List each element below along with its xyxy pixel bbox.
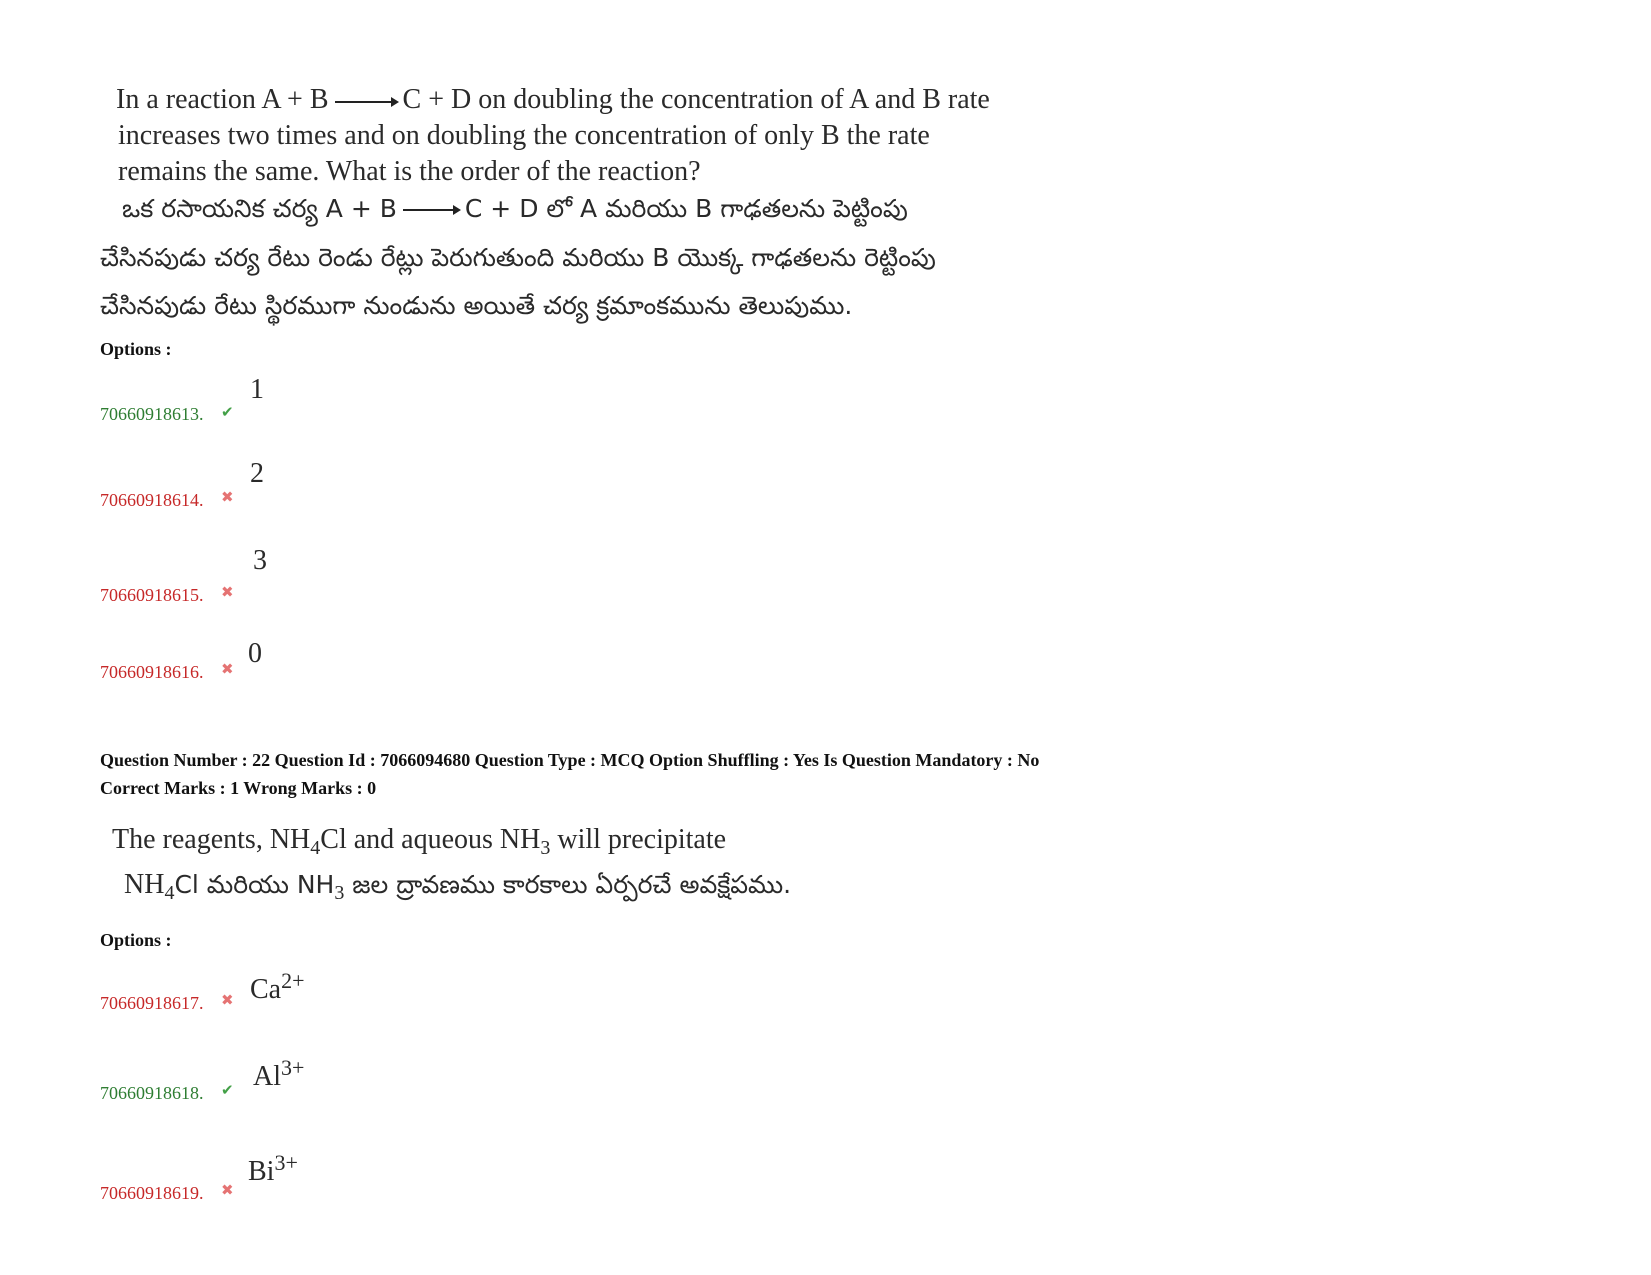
question-telugu-line-1: [122, 194, 908, 230]
option-value: [250, 968, 305, 1006]
cross-icon: ✖: [221, 660, 234, 678]
marks-meta: Correct Marks : 1 Wrong Marks : 0: [100, 778, 377, 798]
question-text-line-1: [116, 82, 990, 118]
option-value: 1: [250, 374, 264, 405]
question-telugu-line-1: [124, 867, 791, 911]
question-telugu-line-3: చేసినపుడు రేటు స్థిరముగా నుండును అయితే చర్య క్రమాంకమును తెలుపుము.: [100, 291, 853, 320]
ion-symbol: Al: [253, 1061, 281, 1092]
question-text-line-2: increases two times and on doubling the concentration of only B the rate: [118, 120, 930, 151]
option-value: [248, 1150, 298, 1188]
check-icon: ✔: [221, 1081, 234, 1099]
ion-charge: 3+: [281, 1055, 305, 1080]
options-label: Options :: [100, 339, 172, 359]
option-id: 70660918614.: [100, 490, 204, 510]
telugu-text-segment: జల ద్రావణము కారకాలు ఏర్పరచే అవక్షేపము.: [344, 870, 792, 899]
subscript: 3: [540, 837, 551, 859]
reaction-arrow-icon: [403, 209, 459, 211]
question-text-segment: C + D on doubling the concentration of A and B rate: [402, 84, 990, 115]
check-icon: ✔: [221, 403, 234, 421]
question-meta: Question Number : 22 Question Id : 7066094680 Question Type : MCQ Option Shuffling : Yes Is Question Mandatory : No: [100, 750, 1040, 770]
ion-charge: 3+: [274, 1150, 298, 1175]
question-text-segment: Cl మరియు NH: [174, 870, 335, 899]
option-id: 70660918613.: [100, 404, 204, 424]
option-id: 70660918618.: [100, 1083, 204, 1103]
option-id: 70660918616.: [100, 662, 204, 682]
ion-charge: 2+: [281, 968, 305, 993]
cross-icon: ✖: [221, 583, 234, 601]
option-id: 70660918617.: [100, 993, 204, 1013]
option-value: 3: [253, 545, 267, 576]
question-telugu-line-2: చేసినపుడు చర్య రేటు రెండు రేట్లు పెరుగుతుంది మరియు B యొక్క గాఢతలను రెట్టింపు: [100, 243, 936, 272]
question-text-segment: In a reaction A + B: [116, 84, 329, 115]
option-id: 70660918615.: [100, 585, 204, 605]
option-value: 2: [250, 458, 264, 489]
option-id: 70660918619.: [100, 1183, 204, 1203]
option-value: [253, 1055, 304, 1093]
telugu-text-segment: ఒక రసాయనిక చర్య A + B: [122, 194, 397, 223]
cross-icon: ✖: [221, 991, 234, 1009]
ion-symbol: Bi: [248, 1156, 275, 1187]
telugu-text-segment: C + D లో A మరియు B గాఢతలను పెట్టింపు: [464, 194, 908, 223]
reaction-arrow-icon: [335, 101, 397, 103]
option-value: 0: [248, 638, 262, 669]
cross-icon: ✖: [221, 488, 234, 506]
question-text-segment: The reagents, NH: [112, 824, 311, 855]
question-text-line-1: [112, 822, 726, 866]
question-text-segment: Cl and aqueous NH: [320, 824, 541, 855]
cross-icon: ✖: [221, 1181, 234, 1199]
ion-symbol: Ca: [250, 974, 282, 1005]
subscript: 3: [334, 882, 345, 904]
options-label: Options :: [100, 930, 172, 950]
question-text-segment: will precipitate: [550, 824, 727, 855]
question-text-segment: NH: [124, 869, 165, 900]
subscript: 4: [164, 882, 175, 904]
subscript: 4: [310, 837, 321, 859]
question-text-line-3: remains the same. What is the order of the reaction?: [118, 156, 701, 187]
